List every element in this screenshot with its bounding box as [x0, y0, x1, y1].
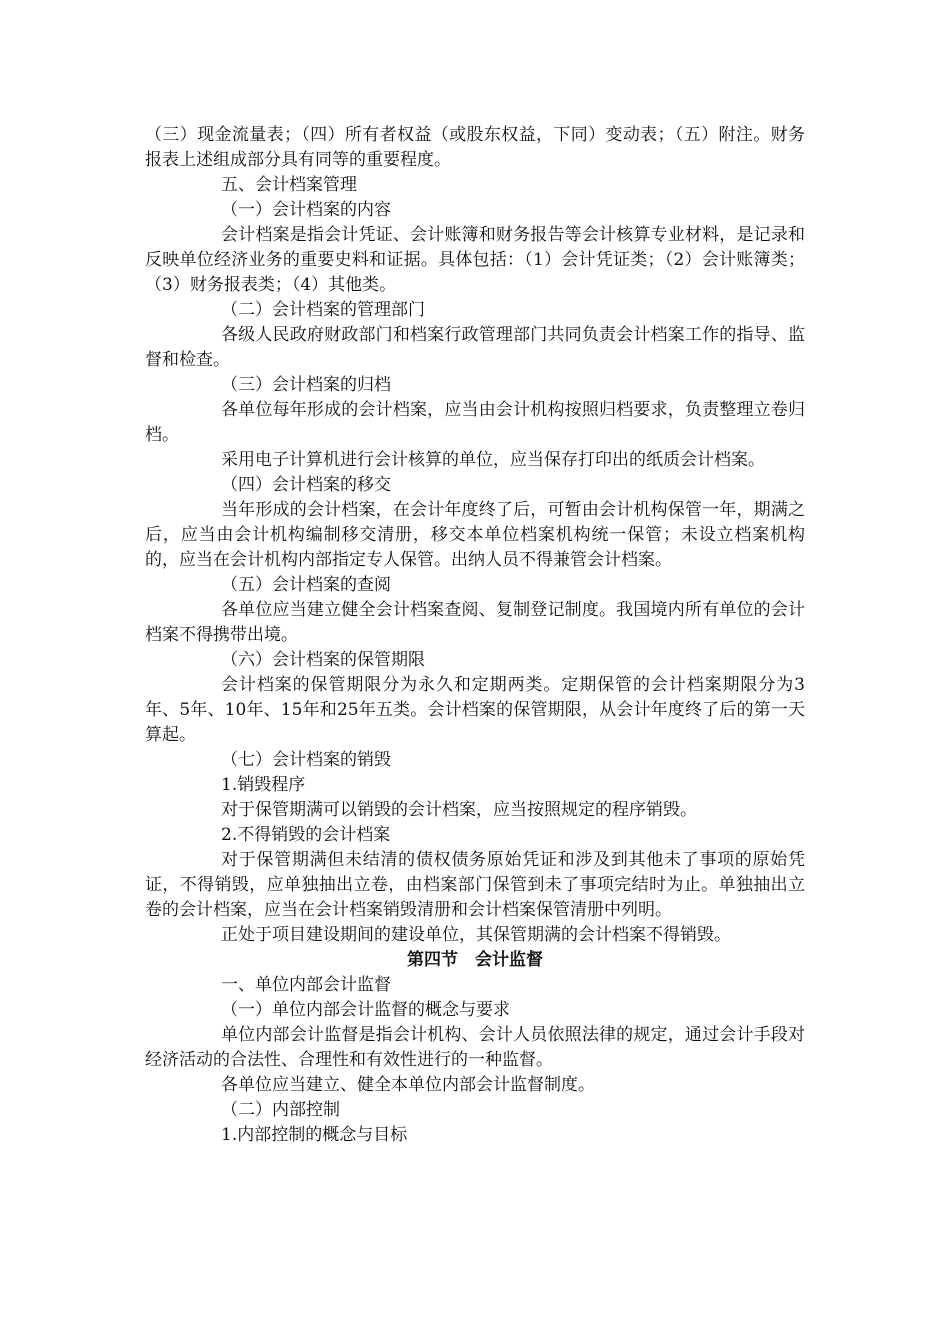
- paragraph: 各级人民政府财政部门和档案行政管理部门共同负责会计档案工作的指导、监督和检查。: [145, 325, 805, 370]
- paragraph: 各单位应当建立、健全本单位内部会计监督制度。: [221, 1075, 595, 1095]
- section-heading: 一、单位内部会计监督: [221, 975, 391, 995]
- paragraph: 当年形成的会计档案，在会计年度终了后，可暂由会计机构保管一年，期满之后，应当由会计机构编制移交清册，移交本单位档案机构统一保管；未设立档案机构的，应当在会计机构内部指定专人保管。出纳人员不得兼管会计档案。: [145, 500, 805, 570]
- paragraph: 会计档案是指会计凭证、会计账簿和财务报告等会计核算专业材料，是记录和反映单位经济业务的重要史料和证据。具体包括：（1）会计凭证类；（2）会计账簿类；（3）财务报表类；（4）其他类。: [145, 225, 805, 295]
- paragraph: （三）现金流量表；（四）所有者权益（或股东权益，下同）变动表；（五）附注。财务报表上述组成部分具有同等的重要程度。: [145, 125, 805, 170]
- section-heading: 五、会计档案管理: [221, 175, 357, 195]
- document-page: [145, 123, 805, 1148]
- list-heading: 1.内部控制的概念与目标: [221, 1125, 408, 1145]
- chapter-heading: 第四节 会计监督: [407, 950, 543, 970]
- subsection-heading: （七）会计档案的销毁: [221, 750, 391, 770]
- paragraph: 对于保管期满可以销毁的会计档案，应当按照规定的程序销毁。: [221, 800, 697, 820]
- paragraph: 各单位应当建立健全会计档案查阅、复制登记制度。我国境内所有单位的会计档案不得携带出境。: [145, 600, 805, 645]
- list-heading: 2.不得销毁的会计档案: [221, 825, 391, 845]
- subsection-heading: （三）会计档案的归档: [221, 375, 391, 395]
- paragraph: 对于保管期满但未结清的债权债务原始凭证和涉及到其他未了事项的原始凭证，不得销毁，应单独抽出立卷，由档案部门保管到未了事项完结时为止。单独抽出立卷的会计档案，应当在会计档案销毁清册和会计档案保管清册中列明。: [145, 850, 805, 920]
- paragraph: 各单位每年形成的会计档案，应当由会计机构按照归档要求，负责整理立卷归档。: [145, 400, 805, 445]
- paragraph: 单位内部会计监督是指会计机构、会计人员依照法律的规定，通过会计手段对经济活动的合法性、合理性和有效性进行的一种监督。: [145, 1025, 805, 1070]
- paragraph: 会计档案的保管期限分为永久和定期两类。定期保管的会计档案期限分为3年、5年、10年、15年和25年五类。会计档案的保管期限，从会计年度终了后的第一天算起。: [145, 675, 805, 745]
- paragraph: 采用电子计算机进行会计核算的单位，应当保存打印出的纸质会计档案。: [221, 450, 765, 470]
- list-heading: 1.销毁程序: [221, 775, 306, 795]
- subsection-heading: （二）内部控制: [221, 1100, 340, 1120]
- subsection-heading: （六）会计档案的保管期限: [221, 650, 425, 670]
- subsection-heading: （一）会计档案的内容: [221, 200, 391, 220]
- subsection-heading: （四）会计档案的移交: [221, 475, 391, 495]
- subsection-heading: （五）会计档案的查阅: [221, 575, 391, 595]
- subsection-heading: （一）单位内部会计监督的概念与要求: [221, 1000, 510, 1020]
- paragraph: 正处于项目建设期间的建设单位，其保管期满的会计档案不得销毁。: [221, 925, 731, 945]
- subsection-heading: （二）会计档案的管理部门: [221, 300, 425, 320]
